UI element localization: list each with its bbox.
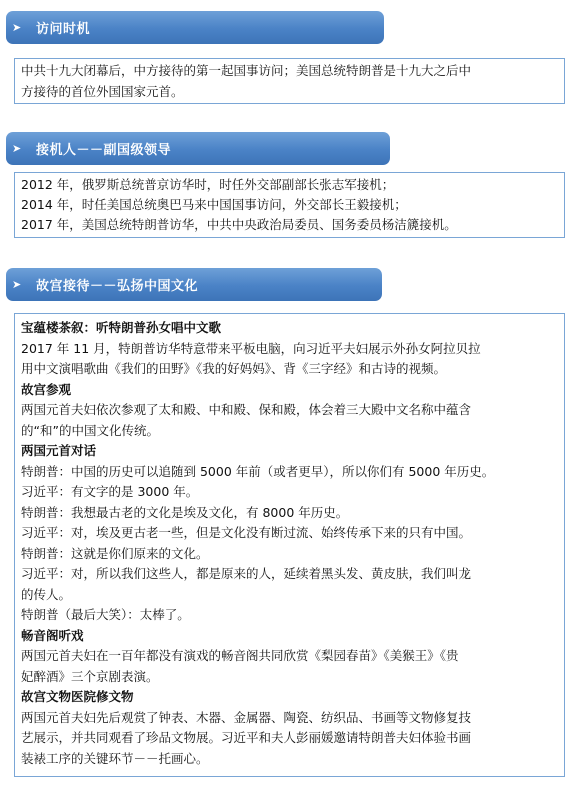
text-line: 中共十九大闭幕后，中方接待的第一起国事访问；美国总统特朗普是十九大之后中 bbox=[21, 63, 472, 78]
dialogue-line: 习近平：对，埃及更古老一些，但是文化没有断过流、始终传承下来的只有中国。 bbox=[21, 525, 472, 540]
text-line: 方接待的首位外国国家元首。 bbox=[21, 83, 184, 99]
dialogue-line: 特朗普（最后大笑）：太棒了。 bbox=[21, 607, 190, 622]
section-header-visit-timing bbox=[6, 11, 384, 44]
section-content-visit-timing bbox=[14, 58, 565, 104]
text-line: 两国元首夫妇在一百年都没有演戏的畅音阁共同欣赏《梨园春苗》《美猴王》《贵 bbox=[21, 648, 459, 663]
subheading: 故宫文物医院修文物 bbox=[21, 689, 134, 704]
section-title: 访问时机 bbox=[36, 22, 91, 37]
subheading: 两国元首对话 bbox=[21, 443, 97, 458]
dialogue-line: 特朗普：我想最古老的文化是埃及文化，有 8000 年历史。 bbox=[21, 504, 349, 520]
text-line: 2014 年，时任美国总统奥巴马来中国国事访问，外交部长王毅接机； bbox=[21, 197, 407, 212]
text-line: 艺展示，并共同观看了珍品文物展。习近平和夫人彭丽媛邀请特朗普夫妇体验书画 bbox=[21, 730, 472, 745]
text-line: 2012 年，俄罗斯总统普京访华时，时任外交部副部长张志军接机； bbox=[21, 177, 395, 192]
subheading: 畅音阁听戏 bbox=[21, 627, 84, 643]
dialogue-line: 的传人。 bbox=[21, 586, 72, 602]
text-line: 的“和”的中国文化传统。 bbox=[21, 422, 159, 438]
text-line: 两国元首夫妇先后观赏了钟表、木器、金属器、陶瓷、纺织品、书画等文物修复技 bbox=[21, 709, 472, 725]
text-line: 2017 年 11 月，特朗普访华特意带来平板电脑，向习近平夫妇展示外孙女阿拉贝拉 bbox=[21, 340, 481, 356]
arrow-icon: ➤ bbox=[12, 21, 22, 34]
dialogue-line: 特朗普：这就是你们原来的文化。 bbox=[21, 545, 209, 561]
text-line: 装裱工序的关键环节－－托画心。 bbox=[21, 750, 209, 766]
dialogue-line: 特朗普：中国的历史可以追随到 5000 年前（或者更早），所以你们有 5000 年历史。 bbox=[21, 463, 495, 479]
arrow-icon: ➤ bbox=[12, 142, 22, 155]
section-header-greeters bbox=[6, 132, 390, 165]
section-content-forbidden-city bbox=[14, 313, 565, 777]
section-content-greeters bbox=[14, 172, 565, 238]
section-header-forbidden-city bbox=[6, 268, 382, 301]
text-line: 用中文演唱歌曲《我们的田野》《我的好妈妈》、背《三字经》和古诗的视频。 bbox=[21, 361, 447, 376]
text-line: 两国元首夫妇依次参观了太和殿、中和殿、保和殿，体会着三大殿中文名称中蕴含 bbox=[21, 402, 472, 417]
arrow-icon: ➤ bbox=[12, 278, 22, 291]
dialogue-line: 习近平：对，所以我们这些人，都是原来的人，延续着黑头发、黄皮肤，我们叫龙 bbox=[21, 566, 472, 581]
section-title: 故宫接待－－弘扬中国文化 bbox=[36, 279, 199, 294]
dialogue-line: 习近平：有文字的是 3000 年。 bbox=[21, 484, 199, 499]
subheading: 故宫参观 bbox=[21, 381, 72, 397]
section-title: 接机人－－副国级领导 bbox=[36, 143, 172, 158]
subheading: 宝蕴楼茶叙：听特朗普孙女唱中文歌 bbox=[21, 320, 222, 335]
text-line: 妃醉酒》三个京剧表演。 bbox=[21, 668, 159, 684]
text-line: 2017 年，美国总统特朗普访华，中共中央政治局委员、国务委员杨洁篪接机。 bbox=[21, 217, 457, 232]
